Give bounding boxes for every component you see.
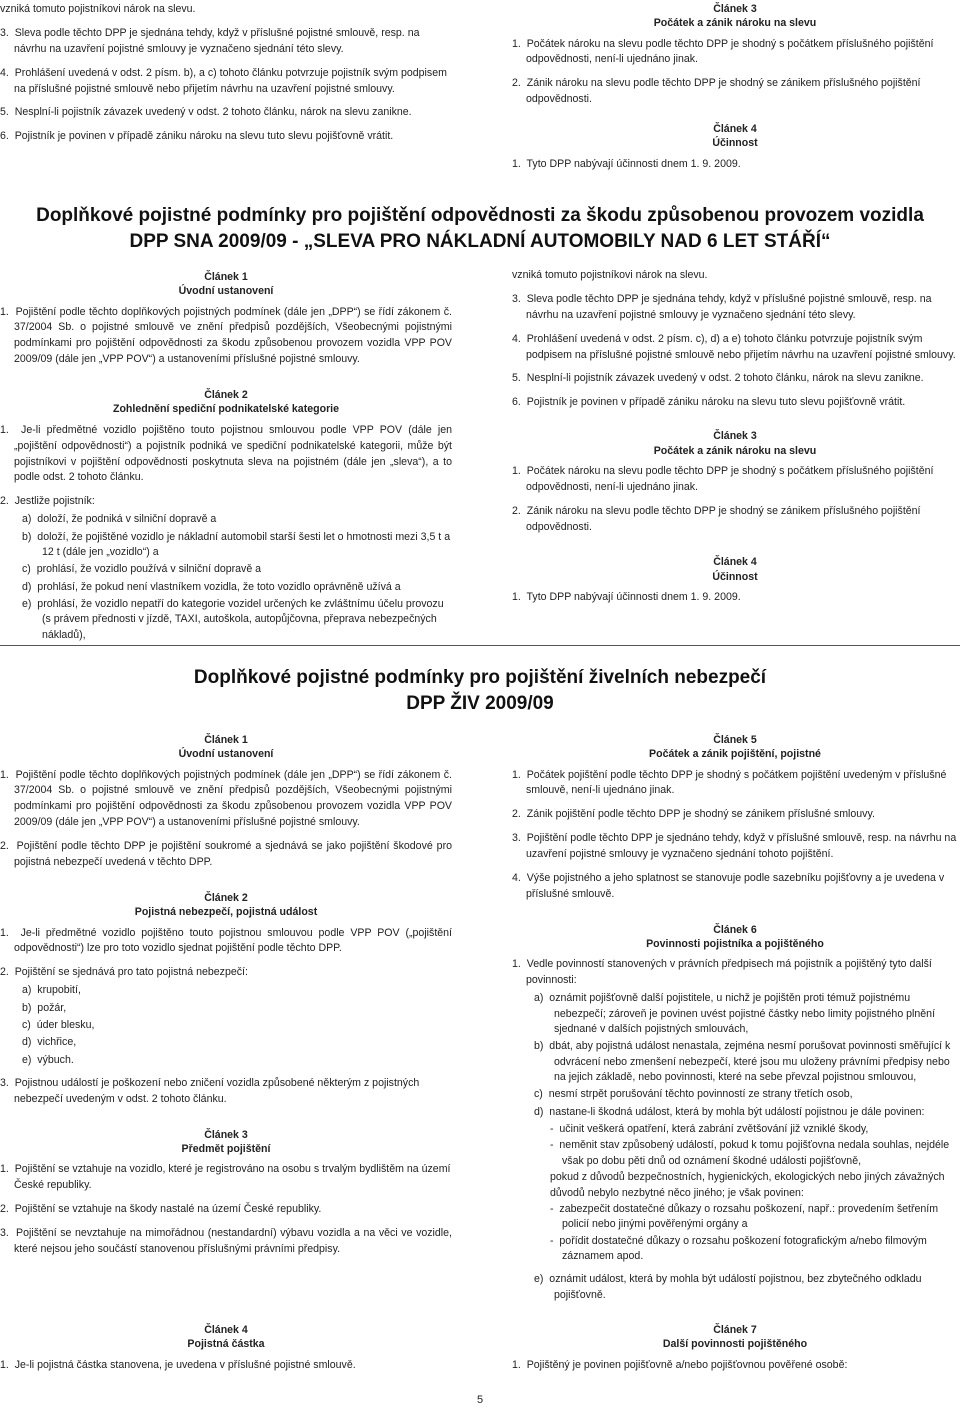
paragraph: 1. Počátek nároku na slevu podle těchto DPP je shodný s počátkem příslušného pojištění odpovědnosti, není-li ujednáno jinak. <box>512 37 934 66</box>
article-number: Článek 2 <box>204 891 248 904</box>
article-title: Pojistná nebezpečí, pojistná událost <box>134 906 318 919</box>
dash-item: - pořídit dostatečné důkazy o rozsahu poškození fotografickým a/nebo filmovým záznamem apod. <box>550 1234 927 1262</box>
article-title: Předmět pojištění <box>181 1143 271 1156</box>
paragraph: 1. Tyto DPP nabývají účinnosti dnem 1. 9. 2009. <box>512 590 741 603</box>
article-number: Článek 1 <box>204 734 248 746</box>
article-heading <box>0 891 452 920</box>
sna-right-column <box>512 268 958 614</box>
article-heading <box>512 122 958 151</box>
article-title: Účinnost <box>712 570 758 583</box>
article-title: Účinnost <box>712 137 758 150</box>
article-title: Úvodní ustanovení <box>178 285 274 298</box>
paragraph: 1. Pojištění podle těchto doplňkových pojistných podmínek (dále jen „DPP“) se řídí zákonem č. 37/2004 Sb. o pojistné smlouvě ve znění předpisů pozdějších, Všeobecnými pojistnými podmínkami pro pojištění odpovědnosti za škodu způsobenou provozem vozidla VPP POV 2009/09 (dále jen „VPP POV“) a ustanoveními příslušné pojistné smlouvy. <box>0 305 452 366</box>
list-item: c) nesmí strpět porušování těchto povinností ze strany třetích osob, <box>534 1088 853 1101</box>
paragraph: 1. Počátek pojištění podle těchto DPP je shodný s počátkem pojištění uvedeným v příslušné smlouvě, není-li ujednáno jinak. <box>512 768 947 797</box>
ziv-right-bottom <box>512 1323 958 1381</box>
paragraph: 2. Jestliže pojistník: <box>0 495 95 508</box>
paragraph: 1. Je-li pojistná částka stanovena, je uvedena v příslušné pojistné smlouvě. <box>0 1358 356 1371</box>
paragraph: 1. Počátek nároku na slevu podle těchto DPP je shodný s počátkem příslušného pojištění odpovědnosti, není-li ujednáno jinak. <box>512 464 934 493</box>
article-title: Počátek a zánik nároku na slevu <box>653 444 817 457</box>
dash-item: - učinit veškerá opatření, která zabrání zvětšování již vzniklé škody, <box>550 1123 869 1136</box>
paragraph: 2. Pojištění podle těchto DPP je pojištění soukromé a sjednává se jako pojištění škodové pro pojistná nebezpečí uvedená v těchto DPP. <box>0 840 452 869</box>
article-title: Další povinnosti pojištěného <box>662 1338 808 1351</box>
paragraph: 2. Zánik pojištění podle těchto DPP je shodný se zánikem příslušné smlouvy. <box>512 808 875 821</box>
paragraph: 1. Je-li předmětné vozidlo pojištěno touto pojistnou smlouvou podle VPP POV („pojištění odpovědnosti“) lze pro toto vozidlo sjednat pojištění podle těchto DPP. <box>0 926 452 955</box>
paragraph: 2. Pojištění se sjednává pro tato pojistná nebezpečí: <box>0 966 248 979</box>
article-number: Článek 3 <box>713 3 757 15</box>
article-heading <box>512 1323 958 1352</box>
paragraph: 6. Pojistník je povinen v případě zániku nároku na slevu tuto slevu pojišťovně vrátit. <box>0 130 394 143</box>
article-number: Článek 5 <box>713 734 757 746</box>
article-title: Povinnosti pojistníka a pojištěného <box>646 938 824 951</box>
ziv-right-column <box>512 733 958 1305</box>
paragraph: 4. Prohlášení uvedená v odst. 2 písm. b), a c) tohoto článku potvrzuje pojistník svým podpisem na příslušné pojistné smlouvě nebo přijetím návrhu na uzavření pojistné smlouvy. <box>0 66 447 95</box>
list-item: a) krupobití, <box>22 984 81 997</box>
article-heading <box>512 429 958 458</box>
section-title-sna <box>0 203 960 254</box>
top-left-column <box>0 2 452 153</box>
article-title: Pojistná částka <box>187 1338 265 1351</box>
list-item: a) doloží, že podniká v silniční dopravě a <box>22 513 217 526</box>
paragraph: 1. Pojištění se vztahuje na vozidlo, které je registrováno na osobu s trvalým bydlištěm na území České republiky. <box>0 1163 451 1192</box>
paragraph: 3. Pojistnou událostí je poškození nebo zničení vozidla způsobené některým z pojistných nebezpečí uvedeným v odst. 2 tohoto článku. <box>0 1077 420 1105</box>
section-divider <box>0 645 960 646</box>
paragraph: 5. Nesplní-li pojistník závazek uvedený v odst. 2 tohoto článku, nárok na slevu zanikne. <box>512 372 924 385</box>
list-item: e) oznámit událost, která by mohla být událostí pojistnou, bez zbytečného odkladu pojišťovně. <box>534 1273 922 1301</box>
paragraph: 1. Pojištěný je povinen pojišťovně a/nebo pojišťovnou pověřené osobě: <box>512 1358 848 1371</box>
section-title-line: Doplňkové pojistné podmínky pro pojištění odpovědnosti za škodu způsobenou provozem vozidla <box>36 205 924 226</box>
list-item: b) doloží, že pojištěné vozidlo je nákladní automobil starší šesti let o hmotnosti mezi 3,5 t a 12 t (dále jen „vozidlo“) a <box>22 530 451 558</box>
sna-left-column <box>0 270 452 645</box>
list-item: b) požár, <box>22 1001 67 1014</box>
dash-item: - neměnit stav způsobený událostí, pokud k tomu pojišťovna nedala souhlas, nejdéle však po dobu pěti dnů od oznámení škodné události pojišťovně, <box>550 1139 950 1167</box>
paragraph: 3. Sleva podle těchto DPP je sjednána tehdy, když v příslušné pojistné smlouvě, resp. na návrhu na uzavření pojistné smlouvy je vyznačeno sjednání této slevy. <box>0 26 420 55</box>
article-heading <box>0 1128 452 1157</box>
paragraph: 4. Prohlášení uvedená v odst. 2 písm. c), d) a e) tohoto článku potvrzuje pojistník svým podpisem na příslušné pojistné smlouvě nebo přijetím návrhu na uzavření pojistné smlouvy. <box>512 332 956 361</box>
article-title: Počátek a zánik nároku na slevu <box>653 17 817 30</box>
article-number: Článek 3 <box>204 1128 248 1141</box>
list-item: c) prohlásí, že vozidlo používá v silniční dopravě a <box>22 563 262 576</box>
article-number: Článek 4 <box>713 123 757 136</box>
paragraph: 3. Pojištění se nevztahuje na mimořádnou (nestandardní) výbavu vozidla a na věci ve vozidle, které nejsou jeho součástí stanovenou příslušnými právními předpisy. <box>0 1227 452 1255</box>
paragraph: 3. Pojištění podle těchto DPP je sjednáno tehdy, když v příslušné smlouvě, resp. na návrhu na uzavření pojistné smlouvy je vyznačeno sjednání tohoto pojištění. <box>512 832 957 861</box>
list-item: b) dbát, aby pojistná událost nenastala, zejména nesmí porušovat povinnosti směřující k odvrácení nebo zmenšení nebezpečí, které jsou mu uloženy právními předpisy nebo na jejich základě, nebo povinnosti, které na sebe převzal pojistnou smlouvou, <box>534 1040 951 1083</box>
article-title: Úvodní ustanovení <box>178 748 274 761</box>
dash-item: - zabezpečit dostatečné důkazy o rozsahu poškození, např.: provedením šetřením policií nebo jinými pověřenými orgány a <box>550 1202 939 1231</box>
paragraph: 2. Zánik nároku na slevu podle těchto DPP je shodný se zánikem příslušného pojištění odpovědnosti. <box>512 504 921 533</box>
list-item: e) výbuch. <box>22 1053 74 1066</box>
article-heading <box>512 2 958 31</box>
paragraph: 3. Sleva podle těchto DPP je sjednána tehdy, když v příslušné pojistné smlouvě, resp. na návrhu na uzavření pojistné smlouvy je vyznačeno sjednání této slevy. <box>512 292 932 321</box>
list-item: c) úder blesku, <box>22 1018 95 1031</box>
ziv-left-column <box>0 733 452 1266</box>
top-right-column <box>512 2 958 181</box>
list-item: a) oznámit pojišťovně další pojistitele, u nichž je pojištěn proti témuž pojistnému nebezpečí; zároveň je povinen uvést pojistné částky nebo limity pojistného plnění sjednané v dalších pojistných smlouvách, <box>534 992 936 1035</box>
article-heading <box>0 733 452 762</box>
list-item: d) vichřice, <box>22 1036 77 1049</box>
article-number: Článek 1 <box>204 271 248 283</box>
section-title-ziv <box>0 665 960 716</box>
paragraph: 1. Tyto DPP nabývají účinnosti dnem 1. 9. 2009. <box>512 157 741 170</box>
section-title-line: DPP ŽIV 2009/09 <box>406 692 554 714</box>
paragraph-continuation: pokud z důvodů bezpečnostních, hygienických, ekologických nebo jiných závažných důvodů nebylo nezbytné něco jiného; je však povinen: <box>550 1171 945 1199</box>
article-heading <box>512 733 958 762</box>
section-title-line: Doplňkové pojistné podmínky pro pojištění živelních nebezpečí <box>193 667 767 688</box>
paragraph: vzniká tomuto pojistníkovi nárok na slevu. <box>0 3 196 15</box>
list-item: e) prohlásí, že vozidlo nepatří do kategorie vozidel určených ke zvláštnímu účelu provozu (s právem přednosti v jízdě, TAXI, autoškola, autopůjčovna, přeprava nebezpečných nákladů), <box>22 598 444 641</box>
paragraph: 6. Pojistník je povinen v případě zániku nároku na slevu tuto slevu pojišťovně vrátit. <box>512 396 906 409</box>
article-number: Článek 7 <box>713 1324 757 1336</box>
section-title-line: DPP SNA 2009/09 - „SLEVA PRO NÁKLADNÍ AUTOMOBILY NAD 6 LET STÁŘÍ“ <box>129 230 831 252</box>
page-number: 5 <box>476 1394 484 1406</box>
paragraph: 1. Vedle povinností stanovených v právních předpisech má pojistník a pojištěný tyto další povinnosti: <box>512 958 932 987</box>
article-number: Článek 3 <box>713 430 757 443</box>
article-heading <box>0 388 452 417</box>
list-item: d) prohlásí, že pokud není vlastníkem vozidla, že toto vozidlo oprávněně užívá a <box>22 580 401 593</box>
paragraph: 4. Výše pojistného a jeho splatnost se stanovuje podle sazebníku pojišťovny a je uvedena v příslušné smlouvě. <box>512 872 945 900</box>
article-heading <box>0 1323 452 1352</box>
article-number: Článek 2 <box>204 389 248 402</box>
article-heading <box>0 270 452 299</box>
article-heading <box>512 555 958 584</box>
paragraph: vzniká tomuto pojistníkovi nárok na slevu. <box>512 269 708 281</box>
article-title: Zohlednění spediční podnikatelské kategorie <box>112 403 340 416</box>
paragraph: 5. Nesplní-li pojistník závazek uvedený v odst. 2 tohoto článku, nárok na slevu zanikne. <box>0 106 412 119</box>
paragraph: 1. Je-li předmětné vozidlo pojištěno touto pojistnou smlouvou podle VPP POV (dále jen „pojištění odpovědnosti“) a pojistník podniká ve spediční podnikatelské kategorii, může být pojistníkovi v pojištění odpovědnosti poskytnuta sleva na pojistném (dále jen „sleva“), a to podle odst. 2 tohoto článku. <box>0 423 452 484</box>
list-item: d) nastane-li škodná událost, která by mohla být událostí pojistnou je dále povinen: <box>534 1105 925 1118</box>
article-heading <box>512 923 958 952</box>
ziv-left-bottom <box>0 1323 452 1381</box>
article-title: Počátek a zánik pojištění, pojistné <box>649 748 821 761</box>
article-number: Článek 4 <box>713 556 757 569</box>
paragraph: 1. Pojištění podle těchto doplňkových pojistných podmínek (dále jen „DPP“) se řídí zákonem č. 37/2004 Sb. o pojistné smlouvě ve znění předpisů pozdějších, Všeobecnými pojistnými podmínkami pro pojištění odpovědnosti za škodu způsobenou provozem vozidla VPP POV 2009/09 (dále jen „VPP POV“) a ustanoveními příslušné pojistné smlouvy. <box>0 768 452 829</box>
article-number: Článek 4 <box>204 1324 248 1336</box>
paragraph: 2. Zánik nároku na slevu podle těchto DPP je shodný se zánikem příslušného pojištění odpovědnosti. <box>512 77 921 106</box>
paragraph: 2. Pojištění se vztahuje na škody nastalé na území České republiky. <box>0 1203 322 1216</box>
article-number: Článek 6 <box>713 923 757 936</box>
